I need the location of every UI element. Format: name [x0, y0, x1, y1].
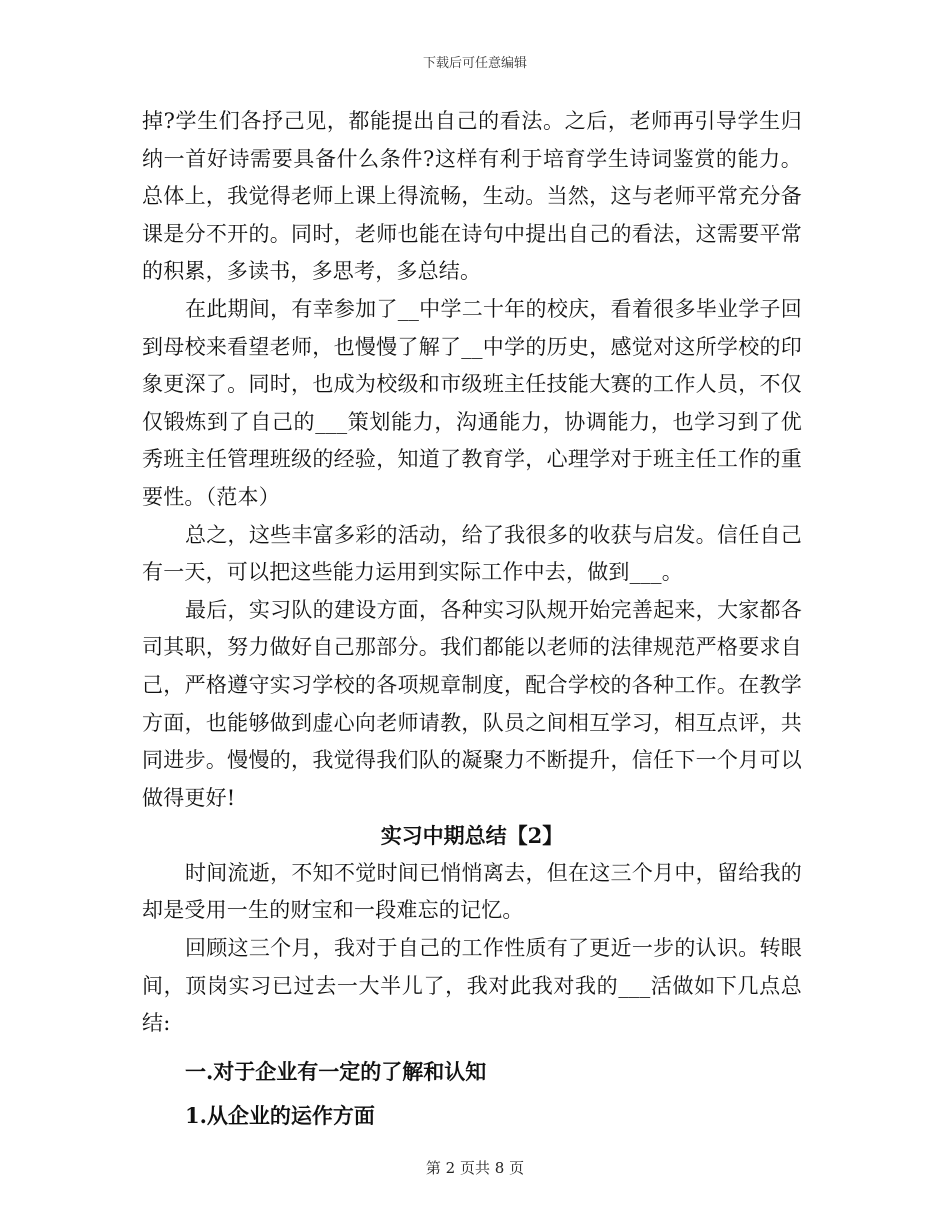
subheading-enterprise-understanding: 一.对于企业有一定的了解和认知 — [185, 1058, 487, 1084]
paragraph-school-anniversary: 在此期间，有幸参加了__中学二十年的校庆，看着很多毕业学子回到母校来看望老师，也慢慢了解了__中学的历史，感觉对这所学校的印象更深了。同时，也成为校级和市级班主任技能大赛的工作人员，不仅仅锻炼到了自己的___策划能力，沟通能力，协调能力，也学习到了优秀班主任管理班级的经验，知道了教育学，心理学对于班主任工作的重要性。（范本） — [142, 296, 802, 509]
paragraph-poetry-lesson: 掉?学生们各抒己见，都能提出自己的看法。之后，老师再引导学生归纳一首好诗需要具备什么条件?这样有利于培育学生诗词鉴赏的能力。总体上，我觉得老师上课上得流畅，生动。当然，这与老师平常充分备课是分不开的。同时，老师也能在诗句中提出自己的看法，这需要平常的积累，多读书，多思考，多总结。 — [142, 109, 802, 284]
page-footer: 第 2 页共 8 页 — [425, 1159, 525, 1177]
section-heading-2: 实习中期总结【2】 — [380, 823, 564, 849]
subheading-enterprise-operation: 1.从企业的运作方面 — [185, 1103, 375, 1129]
document-body — [142, 103, 802, 1135]
paragraph-team-building: 最后，实习队的建设方面，各种实习队规开始完善起来，大家都各司其职，努力做好自己那部分。我们都能以老师的法律规范严格要求自己，严格遵守实习学校的各项规章制度，配合学校的各种工作。在教学方面，也能够做到虚心向老师请教，队员之间相互学习，相互点评，共同进步。慢慢的，我觉得我们队的凝聚力不断提升，信任下一个月可以做得更好! — [142, 597, 802, 810]
paragraph-review: 回顾这三个月，我对于自己的工作性质有了更近一步的认识。转眼间，顶岗实习已过去一大半儿了，我对此我对我的___活做如下几点总结: — [142, 936, 802, 1036]
paragraph-summary-activities: 总之，这些丰富多彩的活动，给了我很多的收获与启发。信任自己有一天，可以把这些能力运用到实际工作中去，做到___。 — [142, 522, 802, 585]
page-header: 下载后可任意编辑 — [422, 56, 527, 71]
paragraph-time-passing: 时间流逝，不知不觉时间已悄悄离去，但在这三个月中，留给我的却是受用一生的财宝和一段难忘的记忆。 — [142, 860, 802, 923]
